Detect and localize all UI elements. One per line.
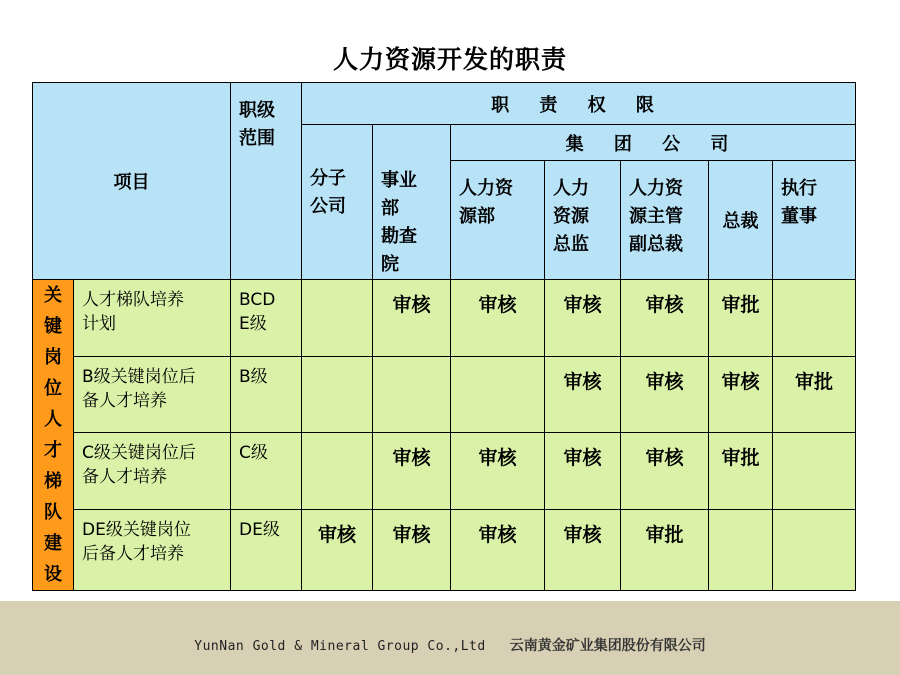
- table-cell: [709, 510, 773, 591]
- row-item: C级关键岗位后 备人才培养: [74, 433, 231, 510]
- row-item: B级关键岗位后 备人才培养: [74, 356, 231, 433]
- page-title: 人力资源开发的职责: [332, 45, 567, 74]
- header-col-hr-director: 人力 资源 总监: [545, 161, 621, 280]
- row-item: 人才梯队培养 计划: [74, 280, 231, 357]
- header-col-subsidiary: 分子 公司: [302, 125, 373, 280]
- side-label: 关 键 岗 位 人 才 梯 队 建 设: [33, 280, 74, 591]
- table-cell: [302, 433, 373, 510]
- header-col-president: 总裁: [709, 161, 773, 280]
- table-row: [33, 510, 856, 591]
- table-cell: 审核: [709, 356, 773, 433]
- table-cell: 审核: [302, 510, 373, 591]
- table-cell: 审核: [373, 510, 451, 591]
- table-row: [33, 356, 856, 433]
- table-row: [33, 433, 856, 510]
- footer-company-chinese: 云南黄金矿业集团股份有限公司: [509, 638, 706, 654]
- table-cell: [302, 280, 373, 357]
- header-col-division: 事业 部 勘查 院: [373, 125, 451, 280]
- table-cell: [302, 356, 373, 433]
- table-cell: 审核: [373, 280, 451, 357]
- table-cell: 审核: [373, 433, 451, 510]
- table-cell: [373, 356, 451, 433]
- row-level: C级: [231, 433, 302, 510]
- table-cell: [773, 280, 856, 357]
- header-level: 职级 范围: [231, 83, 302, 280]
- header-item: 项目: [33, 83, 231, 280]
- row-level: B级: [231, 356, 302, 433]
- table-cell: 审核: [545, 433, 621, 510]
- footer: [0, 635, 900, 655]
- table-cell: [773, 510, 856, 591]
- table-cell: 审核: [451, 280, 545, 357]
- table-cell: 审批: [773, 356, 856, 433]
- row-item: DE级关键岗位 后备人才培养: [74, 510, 231, 591]
- header-col-hr-dept: 人力资 源部: [451, 161, 545, 280]
- header-col-hr-vp: 人力资 源主管 副总裁: [621, 161, 709, 280]
- header-group-company: 集 团 公 司: [451, 125, 856, 161]
- row-level: BCD E级: [231, 280, 302, 357]
- responsibility-table: [32, 82, 856, 591]
- table-cell: 审核: [545, 356, 621, 433]
- table-cell: 审核: [451, 510, 545, 591]
- table-cell: 审核: [451, 433, 545, 510]
- table-row: [33, 280, 856, 357]
- table-cell: [451, 356, 545, 433]
- table-cell: 审批: [709, 280, 773, 357]
- table-cell: 审核: [545, 510, 621, 591]
- table-cell: 审批: [621, 510, 709, 591]
- table-cell: 审核: [621, 433, 709, 510]
- header-authority: 职 责 权 限: [302, 83, 856, 125]
- row-level: DE级: [231, 510, 302, 591]
- table-cell: [773, 433, 856, 510]
- header-col-executive-director: 执行 董事: [773, 161, 856, 280]
- footer-company-english: YunNan Gold & Mineral Group Co.,Ltd: [194, 639, 486, 654]
- table-cell: 审批: [709, 433, 773, 510]
- table-cell: 审核: [545, 280, 621, 357]
- table-cell: 审核: [621, 356, 709, 433]
- table-cell: 审核: [621, 280, 709, 357]
